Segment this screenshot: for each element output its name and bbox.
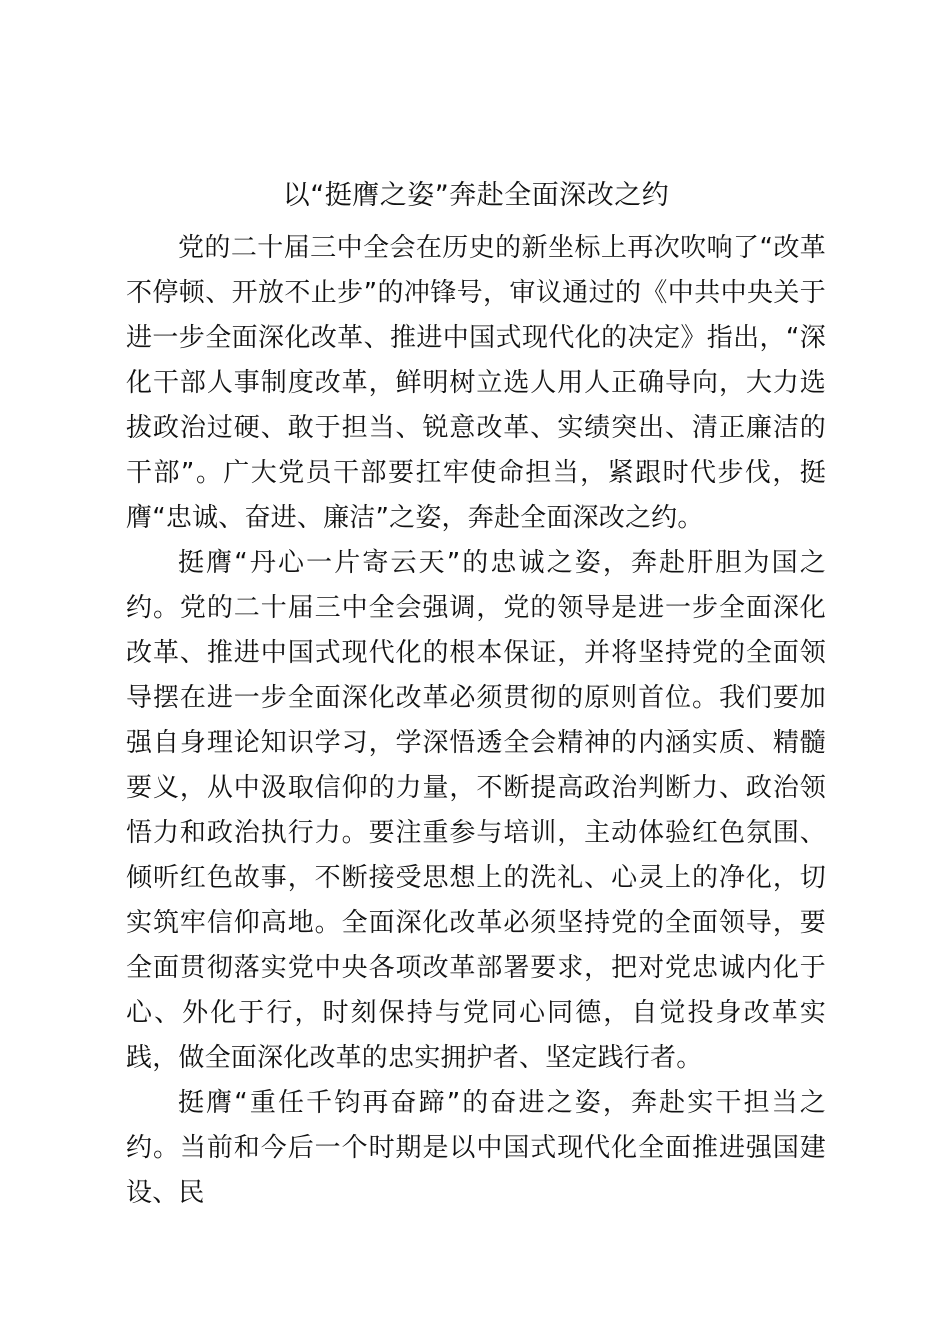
paragraph-1: 党的二十届三中全会在历史的新坐标上再次吹响了“改革不停顿、开放不止步”的冲锋号，审议通过的《中共中央关于进一步全面深化改革、推进中国式现代化的决定》指出，“深化干部人事制度改革，鲜明树立选人用人正确导向，大力选拔政治过硬、敢于担当、锐意改革、实绩突出、清正廉洁的干部”。广大党员干部要扛牢使命担当，紧跟时代步伐，挺膺“忠诚、奋进、廉洁”之姿，奔赴全面深改之约。	[126, 233, 826, 533]
document-title: 以“挺膺之姿”奔赴全面深改之约	[282, 180, 670, 211]
paragraph-3: 挺膺“重任千钧再奋蹄”的奋进之姿，奔赴实干担当之约。当前和今后一个时期是以中国式现代化全面推进强国建设、民	[126, 1088, 826, 1208]
document-page	[126, 174, 826, 1216]
paragraph-2: 挺膺“丹心一片寄云天”的忠诚之姿，奔赴肝胆为国之约。党的二十届三中全会强调，党的领导是进一步全面深化改革、推进中国式现代化的根本保证，并将坚持党的全面领导摆在进一步全面深化改革必须贯彻的原则首位。我们要加强自身理论知识学习，学深悟透全会精神的内涵实质、精髓要义，从中汲取信仰的力量，不断提高政治判断力、政治领悟力和政治执行力。要注重参与培训，主动体验红色氛围、倾听红色故事，不断接受思想上的洗礼、心灵上的净化，切实筑牢信仰高地。全面深化改革必须坚持党的全面领导，要全面贯彻落实党中央各项改革部署要求，把对党忠诚内化于心、外化于行，时刻保持与党同心同德，自觉投身改革实践，做全面深化改革的忠实拥护者、坚定践行者。	[126, 548, 826, 1073]
